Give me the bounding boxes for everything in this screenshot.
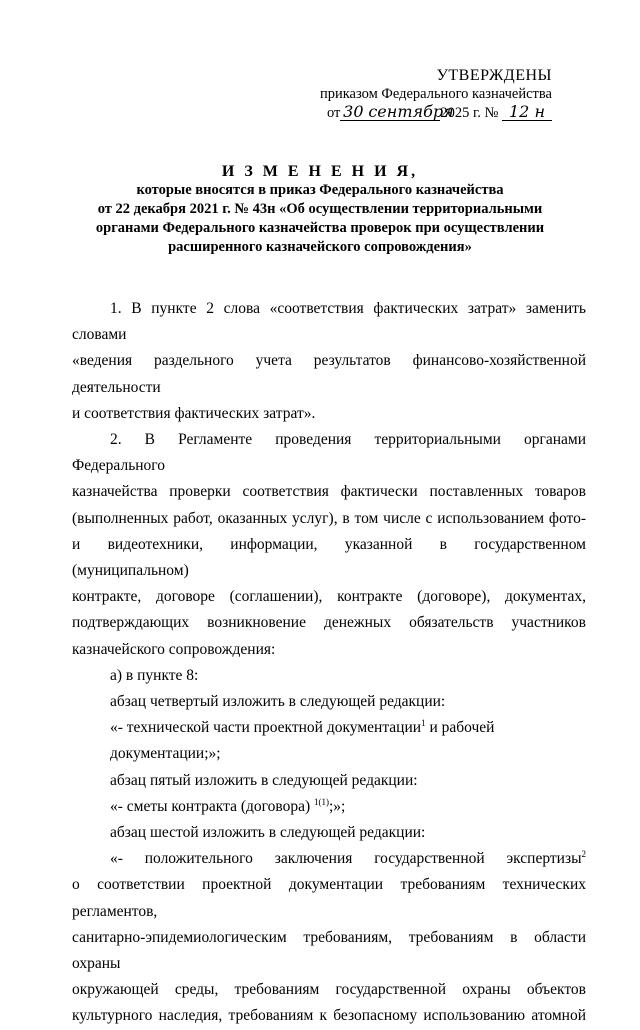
paragraph-2-line-3: (выполненных работ, оказанных услуг), в том числе с использованием фото- — [72, 509, 586, 527]
quote-3-line-4: окружающей среды, требованиям государственной охраны объектов — [72, 981, 586, 999]
quote-3-text: «- положительного заключения государственной экспертизы — [110, 850, 582, 868]
paragraph-1-line-2: «ведения раздельного учета результатов финансово-хозяйственной деятельности — [72, 352, 586, 396]
quote-1 — [72, 715, 586, 767]
paragraph-2-line-5: контракте, договоре (соглашении), контракте (договоре), документах, — [72, 588, 586, 606]
item-a: а) в пункте 8: — [110, 666, 199, 684]
quote-3-line-3: санитарно-эпидемиологическим требованиям, требованиям в области охраны — [72, 928, 586, 973]
handwritten-day: 30 — [340, 104, 366, 121]
approval-order-line: приказом Федерального казначейства — [319, 86, 552, 102]
quote-3-line-1 — [72, 846, 586, 872]
approval-heading: УТВЕРЖДЕНЫ — [436, 67, 552, 84]
approval-stamp — [320, 66, 552, 123]
paragraph-2-line-7: казначейского сопровождения: — [72, 640, 276, 658]
approval-year: 2025 г. № — [440, 105, 499, 121]
paragraph-2-line-2: казначейства проверки соответствия фактически поставленных товаров — [72, 483, 586, 501]
quote-2-text: «- сметы контракта (договора) — [110, 797, 314, 815]
paragraph-2-line-1: 2. В Регламенте проведения территориальными органами Федерального — [72, 431, 586, 475]
paragraph-2-line-4: и видеотехники, информации, указанной в государственном (муниципальном) — [72, 535, 586, 580]
quote-1-tail: и рабочей документации;»; — [110, 719, 495, 763]
abzac-5-instruction: абзац пятый изложить в следующей редакции: — [110, 771, 418, 789]
title-line-4: расширенного казначейского сопровождения» — [168, 239, 472, 255]
footnote-ref-1: 1 — [421, 718, 426, 729]
footnote-ref-2: 2 — [581, 849, 586, 860]
paragraph-1-line-1: 1. В пункте 2 слова «соответствия фактических затрат» заменить словами — [72, 300, 586, 344]
quote-3-line-2: о соответствии проектной документации требованиям технических регламентов, — [72, 876, 586, 920]
title-line-1: которые вносятся в приказ Федерального казначейства — [136, 182, 504, 198]
paragraph-2-line-6: подтверждающих возникновение денежных обязательств участников — [72, 614, 586, 632]
approval-from: от — [326, 105, 341, 121]
abzac-6-instruction: абзац шестой изложить в следующей редакции: — [110, 824, 426, 842]
handwritten-number: 12 н — [502, 104, 552, 121]
handwritten-month: сентября — [368, 102, 454, 121]
title-heading: И З М Е Н Е Н И Я, — [221, 163, 419, 180]
title-line-2: от 22 декабря 2021 г. № 43н «Об осуществлении территориальными — [97, 201, 543, 217]
approval-date-line — [320, 104, 552, 123]
paragraph-1-line-3: и соответствия фактических затрат». — [72, 404, 316, 422]
document-body — [72, 296, 586, 1030]
title-line-3: органами Федерального казначейства проверок при осуществлении — [95, 220, 545, 236]
quote-2-tail: ;»; — [329, 797, 346, 815]
document-title — [70, 162, 570, 257]
abzac-4-instruction: абзац четвертый изложить в следующей редакции: — [110, 693, 446, 711]
quote-2 — [72, 794, 586, 820]
footnote-ref-1-1: 1(1) — [314, 796, 329, 807]
quote-3-line-5: культурного наследия, требованиям к безопасному использованию атомной — [72, 1007, 586, 1025]
quote-1-text: «- технической части проектной документации — [110, 719, 422, 737]
